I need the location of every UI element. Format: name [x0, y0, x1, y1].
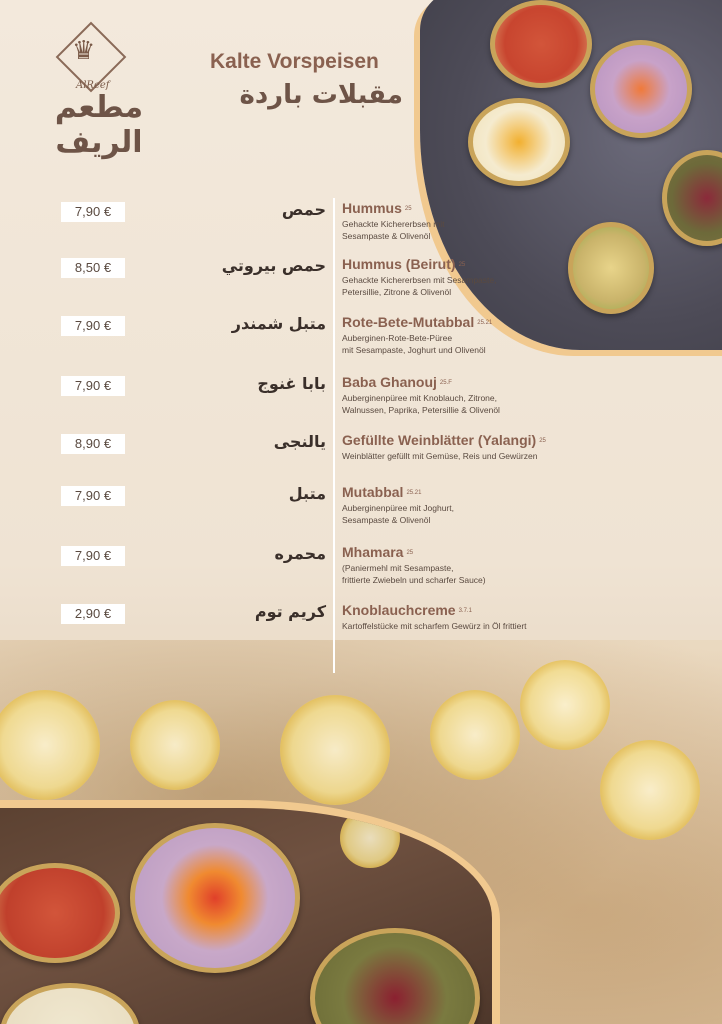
lemon-slice-decoration: [600, 740, 700, 840]
section-title-arabic: مقبلات باردة: [239, 80, 403, 110]
bowl-muhammara: [490, 0, 592, 88]
description-line: Auberginenpüree mit Knoblauch, Zitrone,: [342, 393, 497, 403]
logo-latin-name: AlReef: [76, 80, 110, 91]
menu-item: [0, 602, 722, 658]
description-line: Auberginen-Rote-Bete-Püree: [342, 333, 453, 343]
allergen-codes: 3.7.1: [458, 608, 472, 615]
chef-hat-icon: ♛: [72, 36, 96, 66]
dish-description: [342, 562, 592, 586]
menu-item: [0, 484, 722, 540]
dish-description: [342, 218, 592, 242]
lemon-slice-decoration: [340, 808, 400, 868]
description-line: Walnussen, Paprika, Petersillie & Olivenöl: [342, 405, 500, 415]
lemon-slice-decoration: [520, 660, 610, 750]
price-tag: 7,90 €: [61, 202, 125, 222]
allergen-codes: 25.21: [406, 490, 422, 497]
bottom-food-photo: [0, 808, 492, 1024]
dish-name-arabic: متبل: [288, 484, 326, 503]
price-tag: 8,90 €: [61, 434, 125, 454]
dish-name-arabic: محمره: [274, 544, 326, 563]
dish-name-german: Mutabbal 25.21: [342, 484, 422, 500]
menu-item: [0, 314, 722, 370]
description-line: mit Sesampaste, Joghurt und Olivenöl: [342, 345, 486, 355]
dish-name-arabic: متبل شمندر: [231, 314, 326, 333]
bowl-hummus: [0, 983, 140, 1024]
menu-item: [0, 432, 722, 488]
dish-name-german: Mhamara 25: [342, 544, 414, 560]
description-line: Gehackte Kichererbsen mit Sesampaste,: [342, 275, 497, 285]
lemon-slice-decoration: [280, 695, 390, 805]
dish-description: [342, 392, 592, 416]
dish-name-arabic: بابا غنوج: [257, 374, 326, 393]
allergen-codes: 25.21: [477, 320, 493, 327]
allergen-codes: 25: [404, 206, 412, 213]
dish-name-arabic: كريم توم: [254, 602, 326, 621]
menu-item: [0, 544, 722, 600]
bowl-hummus: [468, 98, 570, 186]
dish-description: [342, 332, 592, 356]
description-line: Sesampaste & Olivenöl: [342, 515, 431, 525]
dish-name-german: Hummus 25: [342, 200, 412, 216]
allergen-codes: 25.F: [439, 380, 452, 387]
dish-name-german: Baba Ghanouj 25.F: [342, 374, 452, 390]
dish-description: [342, 274, 592, 298]
dish-name-german: Hummus (Beirut) 25: [342, 256, 466, 272]
price-tag: 7,90 €: [61, 316, 125, 336]
dish-description: [342, 450, 592, 462]
dish-description: [342, 620, 592, 632]
description-line: Auberginenpüree mit Joghurt,: [342, 503, 454, 513]
dish-name-arabic: حمص: [281, 200, 326, 219]
bowl-muhammara: [0, 863, 120, 963]
bowl-salad: [310, 928, 480, 1024]
description-line: Petersillie, Zitrone & Olivenöl: [342, 287, 452, 297]
bowl-beetroot: [130, 823, 300, 973]
lemon-slice-decoration: [130, 700, 220, 790]
dish-name-arabic: يالنجى: [273, 432, 326, 451]
lemon-slice-decoration: [430, 690, 520, 780]
allergen-codes: 25: [458, 262, 466, 269]
section-title-german: Kalte Vorspeisen: [210, 50, 379, 73]
allergen-codes: 25: [539, 438, 546, 445]
price-tag: 8,50 €: [61, 258, 125, 278]
menu-item: [0, 200, 722, 256]
description-line: Kartoffelstücke mit scharfem Gewürz in Öl frittiert: [342, 621, 527, 631]
dish-name-german: Gefüllte Weinblätter (Yalangi) 25: [342, 432, 546, 448]
price-tag: 2,90 €: [61, 604, 125, 624]
dish-description: [342, 502, 592, 526]
bowl-beetroot: [590, 40, 692, 138]
description-line: Sesampaste & Olivenöl: [342, 231, 431, 241]
dish-name-german: Rote-Bete-Mutabbal 25.21: [342, 314, 493, 330]
dish-name-arabic: حمص بيروتي: [221, 256, 326, 275]
description-line: Gehackte Kichererbsen mit: [342, 219, 445, 229]
allergen-codes: 25: [406, 550, 414, 557]
description-line: frittierte Zwiebeln und scharfer Sauce): [342, 575, 486, 585]
menu-item: [0, 256, 722, 312]
restaurant-logo: [44, 28, 154, 160]
description-line: (Paniermehl mit Sesampaste,: [342, 563, 454, 573]
dish-name-german: Knoblauchcreme 3.7.1: [342, 602, 472, 618]
price-tag: 7,90 €: [61, 546, 125, 566]
price-tag: 7,90 €: [61, 376, 125, 396]
logo-arabic-name: مطعم الريف: [54, 90, 144, 160]
description-line: Weinblätter gefüllt mit Gemüse, Reis und Gewürzen: [342, 451, 538, 461]
price-tag: 7,90 €: [61, 486, 125, 506]
menu-item: [0, 374, 722, 430]
